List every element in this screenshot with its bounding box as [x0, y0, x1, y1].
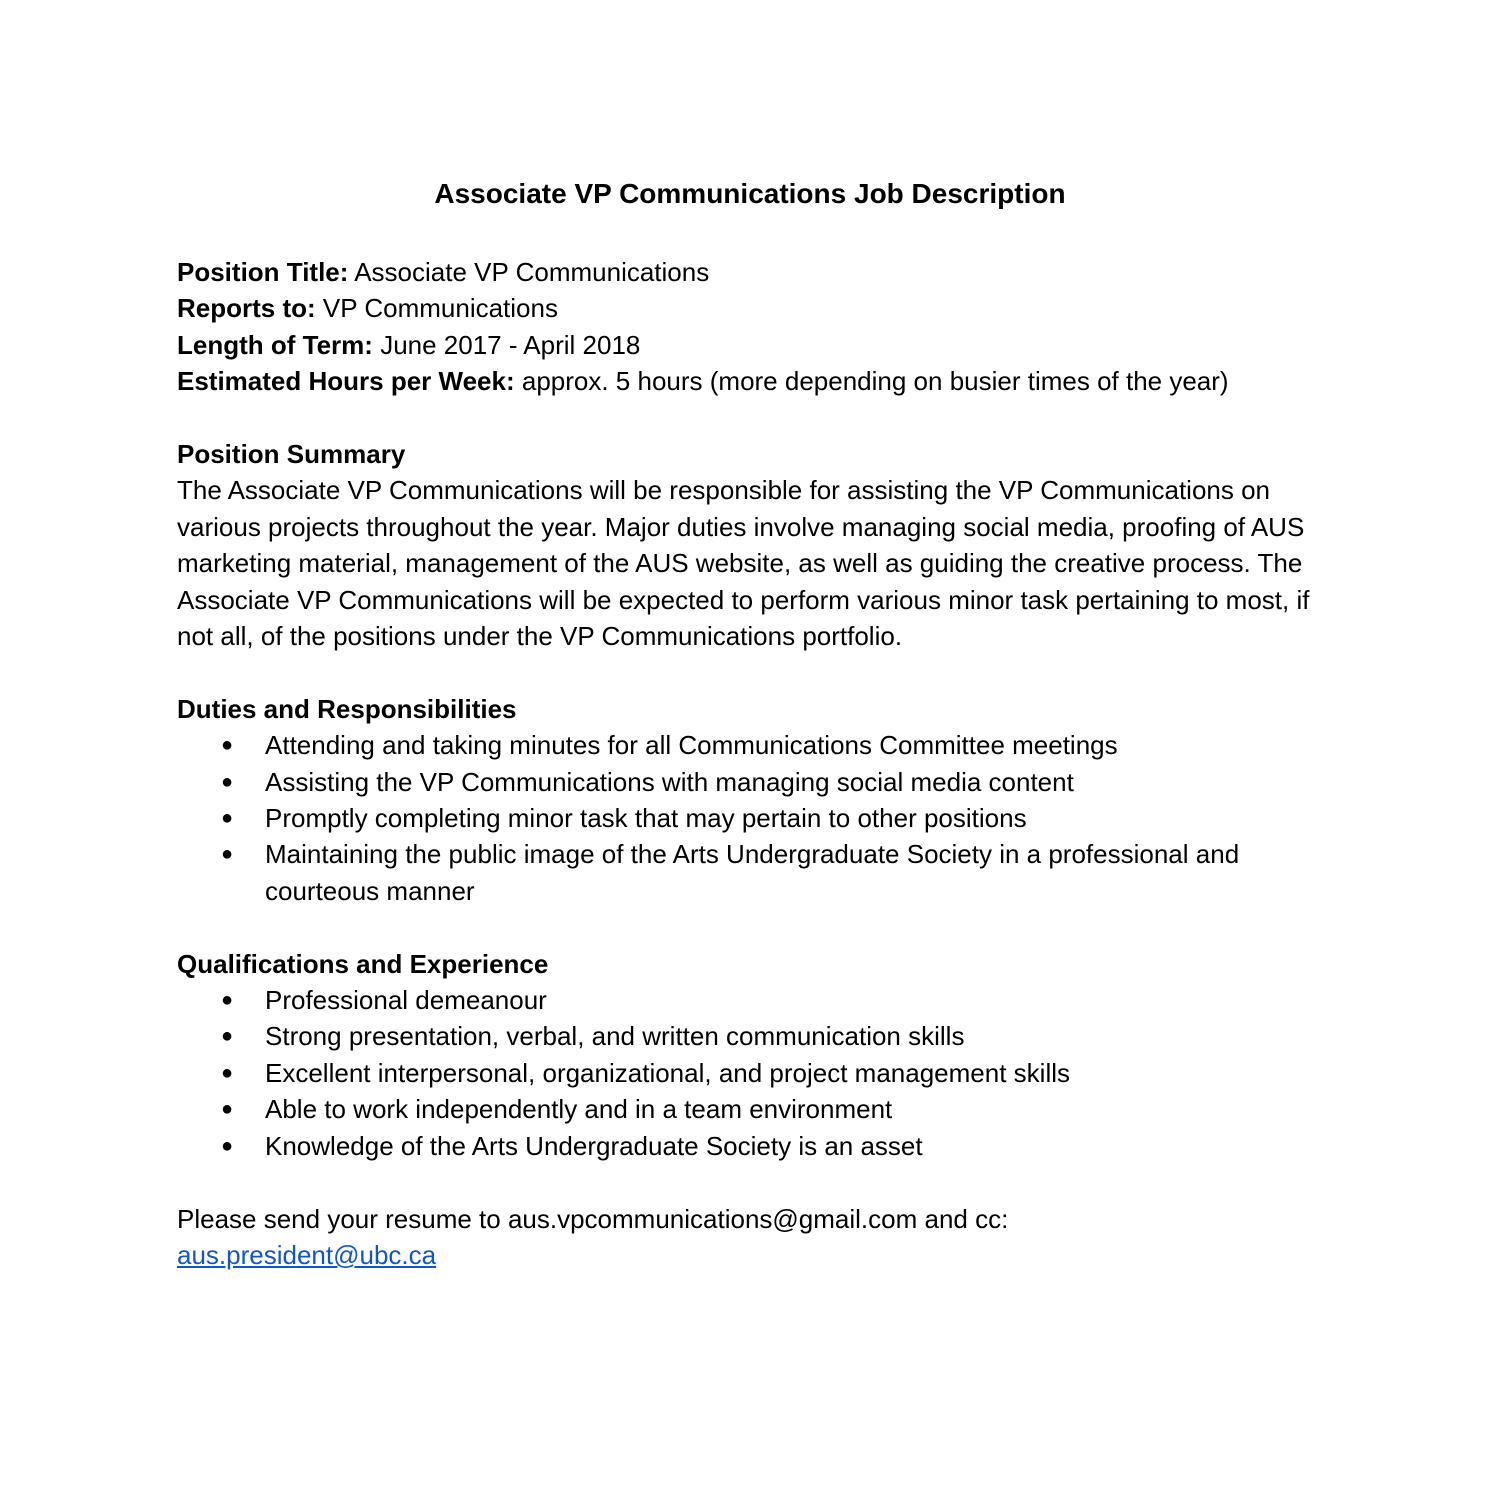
president-email-link[interactable]: aus.president@ubc.ca — [177, 1239, 437, 1270]
field-value: approx. 5 hours (more depending on busier times of the year) — [521, 366, 1229, 397]
field-reports-to — [177, 290, 1337, 326]
bullet-icon: ● — [221, 1134, 234, 1157]
list-item: ● Able to work independently and in a team environment — [177, 1091, 1325, 1127]
field-value: VP Communications — [322, 293, 558, 324]
list-item: ● Excellent interpersonal, organizational, and project management skills — [177, 1055, 1325, 1091]
contact-text: Please send your resume to aus.vpcommunications@gmail.com and cc: — [177, 1203, 1009, 1234]
field-label: Reports to: — [177, 293, 316, 324]
list-item: ● Promptly completing minor task that may pertain to other positions — [177, 800, 1325, 836]
bullet-icon: ● — [221, 734, 234, 757]
field-length-of-term — [177, 327, 1337, 363]
field-label: Position Title: — [177, 257, 349, 287]
section-heading-qualifications: Qualifications and Experience — [177, 948, 549, 979]
qualifications-list — [177, 982, 1337, 1164]
field-position-title — [177, 254, 1337, 290]
summary-paragraph: The Associate VP Communications will be responsible for assisting the VP Communications on various projects throughout the year. Major duties involve managing social media, proofing of AUS marketing material, management of the AUS website, as well as guiding the creative process. The Associate VP Communications will be expected to perform various minor task pertaining to most, if not all, of the positions under the VP Communications portfolio. — [177, 475, 1310, 652]
document-body — [177, 254, 1337, 1273]
list-item: ● Knowledge of the Arts Undergraduate Society is an asset — [177, 1128, 1325, 1164]
bullet-icon: ● — [221, 770, 234, 793]
list-item: ● Maintaining the public image of the Arts Undergraduate Society in a professional and courteous manner — [177, 836, 1325, 909]
bullet-icon: ● — [221, 807, 234, 830]
field-label: Estimated Hours per Week: — [177, 366, 515, 397]
list-item: ● Professional demeanour — [177, 982, 1325, 1018]
field-value: Associate VP Communications — [354, 257, 710, 287]
section-heading-summary: Position Summary — [177, 439, 406, 470]
section-heading-duties: Duties and Responsibilities — [177, 693, 517, 724]
list-item: ● Assisting the VP Communications with managing social media content — [177, 764, 1325, 800]
list-item: ● Strong presentation, verbal, and written communication skills — [177, 1018, 1325, 1054]
field-label: Length of Term: — [177, 329, 373, 360]
document-title: Associate VP Communications Job Description — [434, 178, 1066, 209]
bullet-icon: ● — [221, 843, 234, 866]
duties-list — [177, 727, 1337, 909]
bullet-icon: ● — [221, 1061, 234, 1084]
bullet-icon: ● — [221, 1098, 234, 1121]
bullet-icon: ● — [221, 989, 234, 1012]
field-value: June 2017 - April 2018 — [380, 329, 641, 360]
field-estimated-hours — [177, 363, 1337, 399]
bullet-icon: ● — [221, 1025, 234, 1048]
list-item: ● Attending and taking minutes for all Communications Committee meetings — [177, 727, 1325, 763]
